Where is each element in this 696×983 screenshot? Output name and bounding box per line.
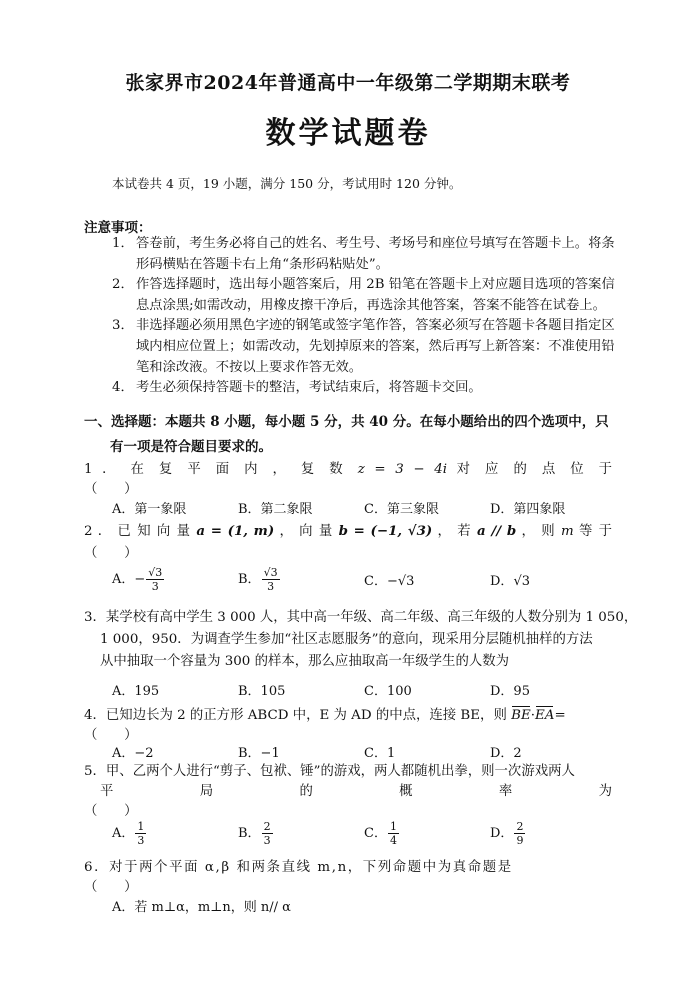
option-d: D．2 [490, 746, 522, 761]
option-d: D．95 [490, 684, 530, 699]
question-2-paren: （ ） [84, 546, 138, 561]
question-4-options [112, 742, 616, 761]
option-a: A．195 [112, 684, 160, 699]
exam-subtitle: 数学试题卷 [265, 116, 431, 151]
question-3-options [112, 680, 616, 699]
question-5-options [112, 820, 616, 847]
option-b: B．−1 [238, 746, 280, 761]
question-5-paren: （ ） [84, 804, 138, 819]
question-3-line: 1 000，950．为调查学生参加“社区志愿服务”的意向，现采用分层随机抽样的方法 [100, 632, 593, 647]
question-2-options [112, 566, 616, 593]
question-1-options [112, 498, 616, 517]
notes-list [112, 234, 618, 399]
option-d: D．√3 [490, 574, 530, 589]
question-4-paren: （ ） [84, 728, 138, 743]
option-b: B．105 [238, 684, 286, 699]
question-6-stem: 6．对于两个平面 α,β 和两条直线 m,n，下列命题中为真命题是 [84, 860, 513, 875]
option-c: C．1 [364, 746, 396, 761]
option-b: B． $\frac{2}{3}$ [238, 820, 271, 847]
note-item: 4． 考生必须保持答题卡的整洁，考试结束后，将答题卡交回。 [112, 380, 482, 396]
question-5-line: 5．甲、乙两个人进行“剪子、包袱、锤”的游戏，两人都随机出拳，则一次游戏两人 [84, 764, 575, 779]
option-a: A．−2 [112, 746, 154, 761]
question-5-line: 平 局 的 概 率 为 [100, 784, 612, 799]
option-b: B．第二象限 [238, 502, 313, 517]
option-d: D．第四象限 [490, 502, 566, 517]
question-3-line: 3．某学校有高中学生 3 000 人，其中高一年级、高二年级、高三年级的人数分别为 1 050， [84, 610, 638, 625]
note-item: 1． 答卷前，考生务必将自己的姓名、考生号、考场号和座位号填写在答题卡上。将条形码横贴在答题卡右上角“条形码粘贴处”。 [112, 236, 615, 272]
note-item: 3． 非选择题必须用黑色字迹的钢笔或签字笔作答，答案必须写在答题卡各题目指定区域内相应位置上；如需改动，先划掉原来的答案，然后再写上新答案：不准使用铅笔和涂改液。不按以上要求作答无效。 [112, 318, 615, 375]
option-c: C． $\frac{1}{4}$ [364, 820, 397, 847]
question-4-stem: 4．已知边长为 2 的正方形 ABCD 中，E 为 AD 的中点，连接 BE，则 BE·EA= [84, 708, 566, 723]
exam-intro: 本试卷共 4 页，19 小题，满分 150 分，考试用时 120 分钟。 [112, 176, 462, 191]
option-a: A． $\frac{1}{3}$ [112, 820, 145, 847]
notes-heading: 注意事项： [84, 220, 152, 236]
question-2-stem: 2 ． 已 知 向 量 a = (1, m) ， 向 量 b = (−1, √3) ， 若 a // b ， 则 m 等 于 [84, 523, 613, 539]
option-a: A．第一象限 [112, 502, 187, 517]
exam-title: 张家界市2024年普通高中一年级第二学期期末联考 [125, 72, 571, 94]
question-1-stem: 1 ． 在 复 平 面 内 ， 复 数 z = 3 − 4i 对 应 的 点 位 于 [84, 462, 613, 477]
question-6-option-a: A．若 m⊥α，m⊥n，则 n// α [112, 900, 291, 915]
note-item: 2． 作答选择题时，选出每小题答案后，用 2B 铅笔在答题卡上对应题目选项的答案信息点涂黑;如需改动，用橡皮擦干净后，再选涂其他答案，答案不能答在试卷上。 [112, 277, 615, 313]
option-c: C．第三象限 [364, 502, 439, 517]
option-d: D． $\frac{2}{9}$ [490, 820, 524, 847]
question-3-line: 从中抽取一个容量为 300 的样本，那么应抽取高一年级学生的人数为 [100, 654, 510, 669]
option-c: C．100 [364, 684, 412, 699]
option-c: C．−√3 [364, 574, 415, 589]
section-heading: 一、选择题：本题共 8 小题，每小题 5 分，共 40 分。在每小题给出的四个选项中，只 有一项是符合题目要求的。 [84, 414, 609, 455]
question-1-paren: （ ） [84, 482, 138, 497]
option-b: B． $\frac{√3}{3}$ [238, 566, 278, 593]
question-6-paren: （ ） [84, 880, 138, 895]
option-a: A．− $\frac{√3}{3}$ [112, 566, 163, 593]
